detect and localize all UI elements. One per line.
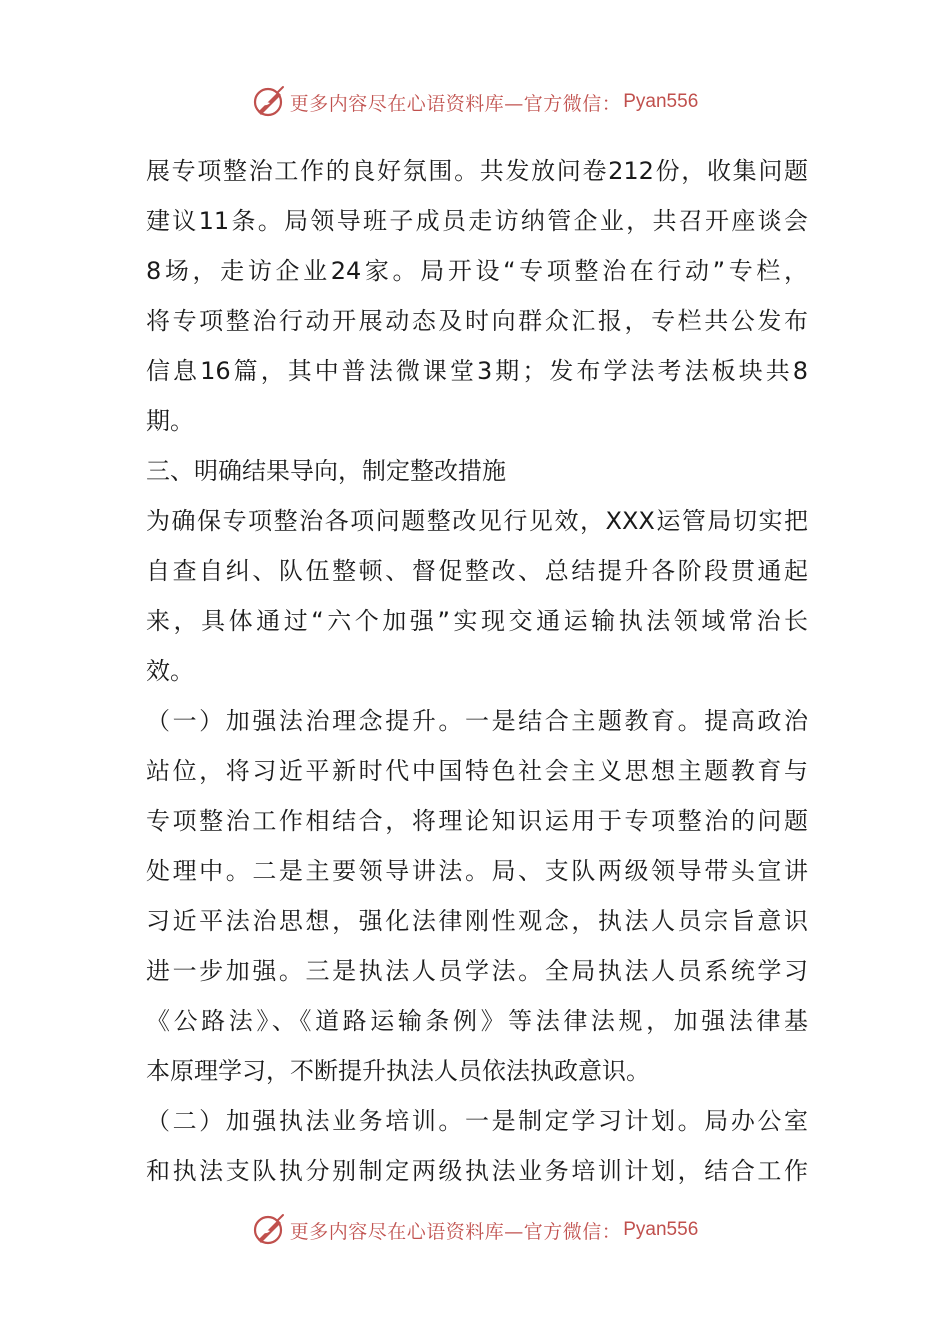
watermark-wechat-id: Pyan556 [623,1219,699,1240]
text-line: 站位，将习近平新时代中国特色社会主义思想主题教育与 [146,757,808,785]
pen-logo-icon [252,85,286,119]
text-line: 效。 [146,657,194,685]
pen-logo-icon [252,1213,286,1247]
text-line: 自查自纠、队伍整顿、督促整改、总结提升各阶段贯通起 [146,557,808,585]
document-body [146,146,808,1196]
text-line: （一）加强法治理念提升。一是结合主题教育。提高政治 [146,707,808,735]
watermark-text: 更多内容尽在心语资料库—官方微信： [289,92,622,115]
text-line: 建议11条。局领导班子成员走访纳管企业，共召开座谈会 [146,207,808,235]
text-line: 8场，走访企业24家。局开设“专项整治在行动”专栏， [146,257,808,285]
text-line: 将专项整治行动开展动态及时向群众汇报，专栏共公发布 [146,307,808,335]
footer-watermark [0,1210,950,1250]
text-line: 信息16篇，其中普法微课堂3期；发布学法考法板块共8 [146,357,808,385]
text-line: 为确保专项整治各项问题整改见行见效，XXX运管局切实把 [146,507,808,535]
text-line: 本原理学习，不断提升执法人员依法执政意识。 [146,1057,650,1085]
text-line: 展专项整治工作的良好氛围。共发放问卷212份，收集问题 [146,157,808,185]
header-watermark [0,82,950,122]
text-line: 进一步加强。三是执法人员学法。全局执法人员系统学习 [146,957,808,985]
watermark-text: 更多内容尽在心语资料库—官方微信： [289,1220,622,1243]
watermark-wechat-id: Pyan556 [623,91,699,112]
text-line: 三、明确结果导向，制定整改措施 [146,457,506,485]
text-line: （二）加强执法业务培训。一是制定学习计划。局办公室 [146,1107,808,1135]
text-line: 来，具体通过“六个加强”实现交通运输执法领域常治长 [146,607,808,635]
text-line: 和执法支队执分别制定两级执法业务培训计划，结合工作 [146,1157,808,1185]
text-line: 专项整治工作相结合，将理论知识运用于专项整治的问题 [146,807,808,835]
text-line: 处理中。二是主要领导讲法。局、支队两级领导带头宣讲 [146,857,808,885]
text-line: 习近平法治思想，强化法律刚性观念，执法人员宗旨意识 [146,907,808,935]
text-line: 期。 [146,407,194,435]
text-line: 《公路法》、《道路运输条例》等法律法规，加强法律基 [146,1007,808,1035]
